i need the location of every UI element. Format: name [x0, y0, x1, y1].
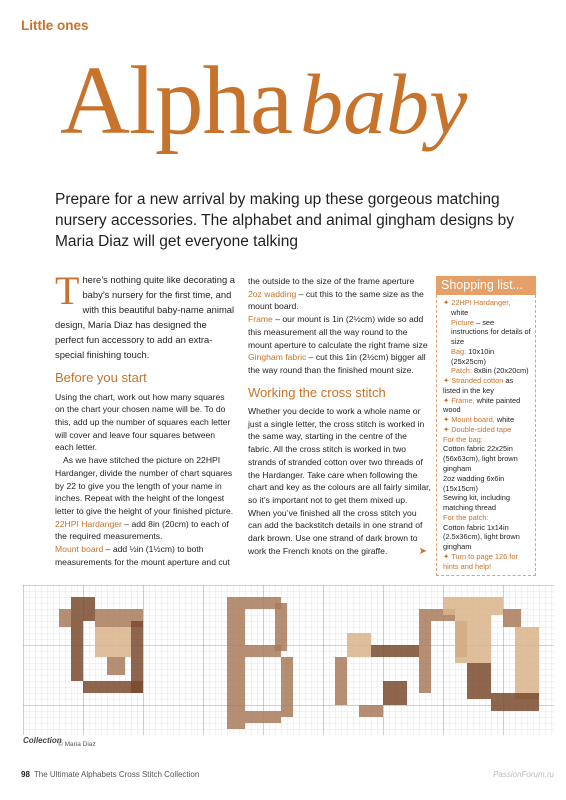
heading-working-cross-stitch: Working the cross stitch	[248, 384, 386, 400]
item-text: 8x8in (20x20cm)	[471, 366, 529, 376]
stitch-block	[515, 627, 539, 699]
item-text: Cotton fabric 22x25in (56x63cm), light brown gingham	[443, 444, 518, 474]
paragraph-text: – add 8in (20cm) to each of the required measurements.	[55, 518, 229, 542]
item-text: Sewing kit, including matching thread	[443, 493, 510, 513]
paragraph	[248, 507, 431, 558]
paragraph	[55, 543, 235, 568]
column-2	[248, 275, 431, 560]
collection-logo: Collection	[23, 736, 62, 745]
item-highlight: Frame,	[451, 395, 475, 405]
paragraph: the outside to the size of the frame aperture	[248, 276, 415, 286]
stitch-block	[95, 627, 131, 657]
title-word-alpha: Alpha	[60, 47, 293, 154]
highlight-term: Frame	[248, 314, 273, 325]
stitch-block	[227, 597, 245, 729]
stitch-block	[383, 681, 407, 705]
item-highlight: For the bag:	[443, 434, 483, 444]
item-detail	[443, 366, 531, 376]
stitch-block	[359, 705, 383, 717]
drop-cap: T	[55, 268, 80, 313]
paragraph: As we have stitched the picture on 22HPI Hardanger, divide the number of chart squares by 22 to give you the length of your name in inches. Repeat with the height of the longest letter to give the height of your finished picture.	[55, 455, 234, 516]
stitch-block	[335, 657, 347, 705]
footer-text: The Ultimate Alphabets Cross Stitch Collection	[33, 770, 200, 779]
item-highlight: Picture	[451, 317, 475, 327]
shopping-list	[436, 276, 536, 576]
star-bullet-icon: ✦	[443, 424, 450, 434]
list-item	[443, 435, 531, 513]
list-item	[443, 425, 531, 435]
star-bullet-icon: ✦	[443, 298, 450, 307]
shopping-list-title: Shopping list...	[436, 276, 536, 295]
page-title	[60, 47, 468, 154]
section-label: Little ones	[21, 18, 89, 33]
item-highlight: Stranded cotton	[451, 376, 504, 386]
highlight-term: Mount board	[55, 544, 104, 555]
stitch-block	[371, 645, 419, 657]
stitch-block	[83, 681, 143, 693]
title-word-baby: baby	[300, 56, 468, 152]
stitch-block	[443, 597, 503, 615]
item-highlight: Patch:	[451, 366, 472, 376]
star-bullet-icon: ✦	[443, 415, 450, 425]
list-item	[443, 552, 531, 572]
highlight-term: 2oz wadding	[248, 288, 297, 299]
item-detail	[443, 318, 531, 347]
stitch-block	[275, 603, 287, 651]
stitch-block	[71, 621, 83, 681]
stitch-block	[491, 693, 539, 711]
stitch-block	[467, 663, 491, 699]
stitch-block	[245, 645, 281, 657]
item-highlight: Turn to page 126 for hints and help!	[443, 551, 518, 571]
list-item	[443, 396, 531, 416]
page-footer	[21, 770, 199, 779]
star-bullet-icon: ✦	[443, 551, 450, 561]
watermark: PassionForum.ru	[493, 770, 554, 779]
stitch-block	[245, 711, 281, 723]
stitch-block	[59, 609, 71, 627]
item-label: 22HPI Hardanger,	[451, 298, 511, 307]
intro-text: here’s nothing quite like decorating a baby’s nursery for the first time, and with this beautiful baby-name animal design, Maria Diaz has designed the perfect fun accessory to add an extra-special finishing touch.	[55, 274, 235, 361]
paragraph-text: – add ½in (1½cm) to both measurements for the mount aperture and cut	[55, 544, 230, 567]
list-item	[443, 376, 531, 396]
stitch-block	[281, 657, 293, 717]
list-item	[443, 513, 531, 552]
paragraph	[248, 313, 431, 351]
item-highlight: Bag:	[451, 346, 467, 356]
item-text: 2oz wadding 6x6in (15x15cm)	[443, 473, 505, 493]
chart-credit: © Maria Diaz	[58, 741, 96, 748]
item-text: as listed in the key	[443, 376, 514, 395]
item-text: white	[494, 415, 515, 425]
paragraph-text: – our mount is 1in (2½cm) wide so add this measurement all the way round to the mount aperture to calculate the right frame size	[248, 314, 428, 350]
heading-before-you-start: Before you start	[55, 370, 147, 386]
page-number: 98	[21, 770, 30, 779]
item-highlight: Mount board,	[451, 415, 495, 425]
item-highlight: Double-sided tape	[451, 424, 512, 434]
stitch-block	[107, 657, 125, 675]
paragraph	[248, 351, 431, 376]
star-bullet-icon: ✦	[443, 376, 450, 386]
cross-stitch-chart	[23, 585, 554, 735]
item-text: white painted wood	[443, 395, 521, 415]
paragraph-text: – cut this to the same size as the mount board.	[248, 288, 424, 312]
continue-arrow-icon: ➤	[418, 545, 427, 557]
item-detail	[443, 347, 531, 367]
highlight-term: 22HPI Hardanger	[55, 518, 122, 529]
paragraph	[55, 518, 235, 543]
item-text: – see instructions for details of size	[451, 317, 531, 347]
item-text: 10x10in (25x25cm)	[451, 346, 495, 366]
list-item	[443, 415, 531, 425]
paragraph-text: When you’ve finished all the cross stitch you can add the backstitch details in one strand of dark brown. Use one strand of dark brown to work the French knots on the giraffe.	[248, 507, 423, 556]
stitch-block	[419, 609, 431, 693]
stitch-block	[347, 633, 371, 657]
item-highlight: For the patch:	[443, 512, 489, 522]
star-bullet-icon: ✦	[443, 395, 450, 405]
paragraph	[248, 288, 431, 313]
stitch-block	[71, 597, 95, 621]
column-1	[55, 268, 235, 569]
stitch-block	[455, 615, 491, 663]
item-detail: white	[451, 307, 469, 317]
paragraph: Using the chart, work out how many squares on the chart your chosen name will be. To do this, add up the number of squares each letter will cover and leave four squares between each letter.	[55, 391, 231, 453]
item-text: Cotton fabric 1x14in (2.5x36cm), light brown gingham	[443, 522, 520, 552]
intro-paragraph	[55, 268, 235, 362]
standfirst: Prepare for a new arrival by making up these gorgeous matching nursery accessories. The alphabet and animal gingham designs by Maria Diaz will get everyone talking	[55, 191, 514, 251]
stitch-block	[503, 609, 521, 627]
shopping-list-box	[436, 295, 536, 576]
list-item	[443, 298, 531, 376]
paragraph: Whether you decide to work a whole name or just a single letter, the cross stitch is worked in the same way, starting in the centre of the fabric. All the cross stitch is worked in two strands of stranded cotton over two threads of the Hardanger. Take care when following the chart and key as the colours are all fairly similar, so it’s important not to get them mixed up.	[248, 405, 431, 506]
highlight-term: Gingham fabric	[248, 352, 307, 363]
paragraph-text: – cut this 1in (2½cm) bigger all the way round than the finished mount size.	[248, 352, 426, 376]
